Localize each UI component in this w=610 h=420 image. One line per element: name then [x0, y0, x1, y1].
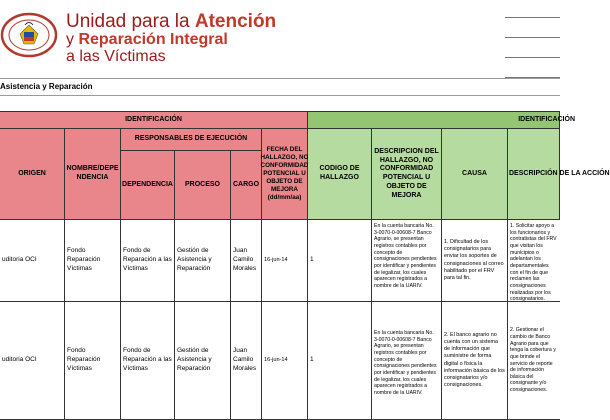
origen-value: uditoria OCI	[2, 256, 37, 264]
table-row-2-proceso	[175, 302, 231, 420]
section-subtitle: Asistencia y Reparación	[0, 82, 93, 91]
header-causa-label: CAUSA	[462, 169, 487, 177]
band-identificacion-right	[308, 111, 575, 129]
header-dependencia	[121, 151, 175, 220]
table-row-2-fecha	[262, 302, 308, 420]
table-row-2-descripcion	[372, 302, 442, 420]
proceso-value: Gestión de Asistencia y Reparación	[177, 347, 212, 372]
table-row-1-causa	[442, 220, 508, 302]
causa-value: 2. El banco agrario no cuenta con un sistema de información que suministre de forma digital o física la información básica de los consignatarios y/o consignaciones.	[444, 332, 505, 388]
colombia-seal-icon	[0, 12, 58, 58]
table-row-2-nombre	[65, 302, 121, 420]
spreadsheet-grid-lines	[505, 0, 560, 78]
band-left-label: IDENTIFICACIÓN	[125, 115, 182, 123]
table-row-2-cargo	[231, 302, 262, 420]
table-row-2-codigo	[308, 302, 372, 420]
header-codigo-label: CODIGO DE HALLAZGO	[319, 165, 360, 181]
causa-value: 1. Dificultad de los consignatarios para enviar los soportes de consignaciones al correo habilitado por el FRV para tal fin.	[444, 239, 504, 281]
header-responsables	[121, 129, 262, 151]
table-row-1-origen	[0, 220, 65, 302]
band-identificacion-left	[0, 111, 308, 129]
header-dependencia-label: DEPENDENCIA	[122, 180, 173, 188]
table-row-1-codigo	[308, 220, 372, 302]
table-row-1-descripcion	[372, 220, 442, 302]
header-fecha	[262, 129, 308, 220]
title-line3: a las Víctimas	[66, 48, 166, 65]
header-cargo	[231, 151, 262, 220]
title-line1-bold: Atención	[194, 11, 277, 32]
table-row-1-nombre	[65, 220, 121, 302]
header-proceso-label: PROCESO	[184, 180, 220, 188]
header-responsables-label: RESPONSABLES DE EJECUCIÓN	[134, 135, 248, 143]
dependencia-value: Fondo de Reparación a las Víctimas	[123, 247, 172, 272]
header-fecha-label: FECHA DEL HALLAZGO, NO CONFORMIDAD POTENCIAL U OBJETO DE MEJORA (dd/mm/aa)	[260, 146, 309, 201]
title-line2-prefix: y	[66, 31, 79, 48]
codigo-value: 1	[310, 256, 314, 264]
nombre-value: Fondo Reparación Víctimas	[67, 247, 101, 272]
table-row-2-accion	[508, 302, 560, 420]
header-accion	[508, 129, 610, 220]
table-row-1-dependencia	[121, 220, 175, 302]
header-origen	[0, 129, 65, 220]
title-line1-prefix: Unidad para la	[66, 11, 195, 32]
header-codigo	[308, 129, 372, 220]
divider	[0, 78, 560, 79]
cargo-value: Juan Camilo Morales	[233, 347, 257, 372]
header-cargo-label: CARGO	[232, 180, 260, 188]
fecha-value: 16-jun-14	[264, 356, 288, 363]
cargo-value: Juan Camilo Morales	[233, 247, 257, 272]
origen-value: uditoria OCI	[2, 356, 37, 364]
codigo-value: 1	[310, 356, 314, 364]
accion-value: 2. Gestionar el cambio de Banco Agrario para que tenga la cobertura y que brinde el servicio de reporte de información básica del consignante y/o consignaciones.	[510, 327, 556, 394]
descripcion-value: En la cuenta bancaria No. 3-0070-0-00608-7 Banco Agrario, se presentan registros contables por concepto de consignaciones pendientes por identificar y pendientes de legalizar, los cuales aparecen registrados a nombre de la UARIV.	[374, 330, 437, 396]
organization-logo-title	[66, 12, 276, 65]
table-row-1-fecha	[262, 220, 308, 302]
table-row-2-dependencia	[121, 302, 175, 420]
header-nombre-label: NOMBRE/DEPENDENCIA	[66, 165, 119, 181]
divider	[0, 95, 560, 96]
title-line2-bold: Reparación Integral	[78, 31, 228, 48]
header-descripcion	[372, 129, 442, 220]
header-accion-label: DESCRIPCIÓN DE LA ACCIÓN	[509, 169, 610, 177]
descripcion-value: En la cuenta bancaria No. 3-0070-0-00608-7 Banco Agrario, se presentan registros contables por concepto de consignaciones pendientes por identificar y pendientes de legalizar, los cuales aparecen registrados a nombre de la UARIV.	[374, 223, 437, 289]
dependencia-value: Fondo de Reparación a las Víctimas	[123, 347, 172, 372]
header-origen-label: ORIGEN	[18, 169, 46, 177]
header-causa	[442, 129, 508, 220]
table-row-2-origen	[0, 302, 65, 420]
table-row-1-proceso	[175, 220, 231, 302]
band-right-label: IDENTIFICACIÓN	[518, 115, 575, 123]
table-row-1-cargo	[231, 220, 262, 302]
proceso-value: Gestión de Asistencia y Reparación	[177, 247, 212, 272]
accion-value: 1. Solicitar apoyo a los funcionarios y contratistas del FRV que visitan los municipios o adelantan los departamentales con el fin de que reclamen las consignaciones realizadas por los consignatarios.	[510, 223, 557, 303]
header-descripcion-label: DESCRIPCION DEL HALLAZGO, NO CONFORMIDAD POTENCIAL U OBJETO DE MEJORA	[374, 147, 439, 199]
table-row-1-accion	[508, 220, 560, 302]
header-proceso	[175, 151, 231, 220]
header-nombre	[65, 129, 121, 220]
nombre-value: Fondo Reparación Víctimas	[67, 347, 101, 372]
table-row-2-causa	[442, 302, 508, 420]
fecha-value: 16-jun-14	[264, 256, 288, 263]
